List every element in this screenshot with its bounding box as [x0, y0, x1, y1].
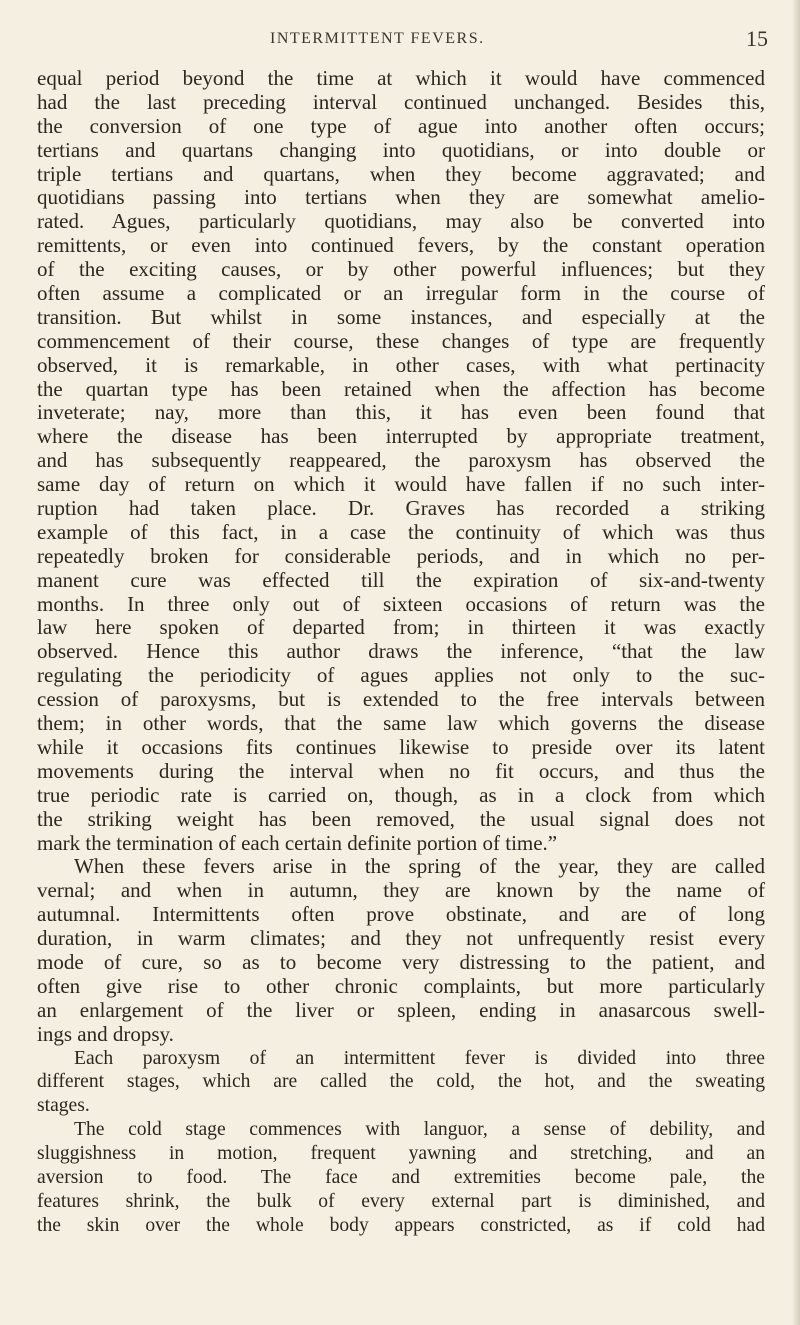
text-line: commencement of their course, these changes of type are frequently [37, 329, 765, 353]
text-line: often give rise to other chronic complaints, but more particularly [37, 974, 765, 998]
text-line: law here spoken of departed from; in thirteen it was exactly [37, 616, 765, 640]
text-line: inveterate; nay, more than this, it has even been found that [37, 401, 765, 425]
body-text [37, 67, 765, 1238]
text-line: same day of return on which it would have fallen if no such inter- [37, 473, 765, 497]
text-line: movements during the interval when no fit occurs, and thus the [37, 759, 765, 783]
text-line: observed. Hence this author draws the inference, “that the law [37, 640, 765, 664]
text-line: transition. But whilst in some instances, and especially at the [37, 305, 765, 329]
text-line: example of this fact, in a case the continuity of which was thus [37, 520, 765, 544]
text-line: observed, it is remarkable, in other cases, with what pertinacity [37, 353, 765, 377]
text-line: regulating the periodicity of agues applies not only to the suc- [37, 664, 765, 688]
text-line: remittents, or even into continued fevers, by the constant operation [37, 234, 765, 258]
page-edge-shadow [792, 0, 800, 1325]
text-line: true periodic rate is carried on, though, as in a clock from which [37, 783, 765, 807]
text-line: months. In three only out of sixteen occasions of return was the [37, 592, 765, 616]
text-line: mark the termination of each certain definite portion of time.” [37, 831, 558, 855]
text-line: cession of paroxysms, but is extended to the free intervals between [37, 688, 765, 712]
text-line: the quartan type has been retained when the affection has become [37, 377, 765, 401]
text-line: the skin over the whole body appears constricted, as if cold had [37, 1214, 765, 1236]
text-line: quotidians passing into tertians when they are somewhat amelio- [37, 186, 765, 210]
paragraph-start-line: Each paroxysm of an intermittent fever is divided into three [74, 1047, 765, 1069]
page-number: 15 [746, 26, 768, 51]
text-line: stages. [37, 1095, 90, 1117]
text-line: of the exciting causes, or by other powerful influences; but they [37, 258, 765, 282]
text-line: an enlargement of the liver or spleen, ending in anasarcous swell- [37, 998, 765, 1022]
text-line: often assume a complicated or an irregular form in the course of [37, 282, 765, 306]
text-line: triple tertians and quartans, when they become aggravated; and [37, 162, 765, 186]
text-line: ruption had taken place. Dr. Graves has recorded a striking [37, 497, 765, 521]
text-line: sluggishness in motion, frequent yawning and stretching, and an [37, 1143, 765, 1165]
text-line: where the disease has been interrupted by appropriate treatment, [37, 425, 765, 449]
text-line: rated. Agues, particularly quotidians, may also be converted into [37, 210, 765, 234]
text-line: them; in other words, that the same law which governs the disease [37, 712, 765, 736]
text-line: repeatedly broken for considerable periods, and in which no per- [37, 544, 765, 568]
text-line: the conversion of one type of ague into another often occurs; [37, 114, 765, 138]
text-line: and has subsequently reappeared, the paroxysm has observed the [37, 449, 765, 473]
text-line: duration, in warm climates; and they not unfrequently resist every [37, 927, 765, 951]
text-line: manent cure was effected till the expiration of six-and-twenty [37, 568, 765, 592]
paragraph-start-line: When these fevers arise in the spring of the year, they are called [74, 855, 765, 879]
running-title: INTERMITTENT FEVERS. [270, 30, 485, 47]
text-line: the striking weight has been removed, the usual signal does not [37, 807, 765, 831]
text-line: had the last preceding interval continued unchanged. Besides this, [37, 90, 765, 114]
text-line: mode of cure, so as to become very distressing to the patient, and [37, 950, 765, 974]
text-line: different stages, which are called the cold, the hot, and the sweating [37, 1071, 765, 1093]
text-line: while it occasions fits continues likewise to preside over its latent [37, 735, 765, 759]
text-line: ings and dropsy. [37, 1022, 174, 1046]
text-line: vernal; and when in autumn, they are known by the name of [37, 879, 765, 903]
text-line: tertians and quartans changing into quotidians, or into double or [37, 138, 765, 162]
text-line: aversion to food. The face and extremities become pale, the [37, 1166, 765, 1188]
text-line: features shrink, the bulk of every external part is diminished, and [37, 1190, 765, 1212]
paragraph-start-line: The cold stage commences with languor, a sense of debility, and [74, 1119, 765, 1141]
text-line: autumnal. Intermittents often prove obstinate, and are of long [37, 903, 765, 927]
text-line: equal period beyond the time at which it would have commenced [37, 67, 765, 90]
